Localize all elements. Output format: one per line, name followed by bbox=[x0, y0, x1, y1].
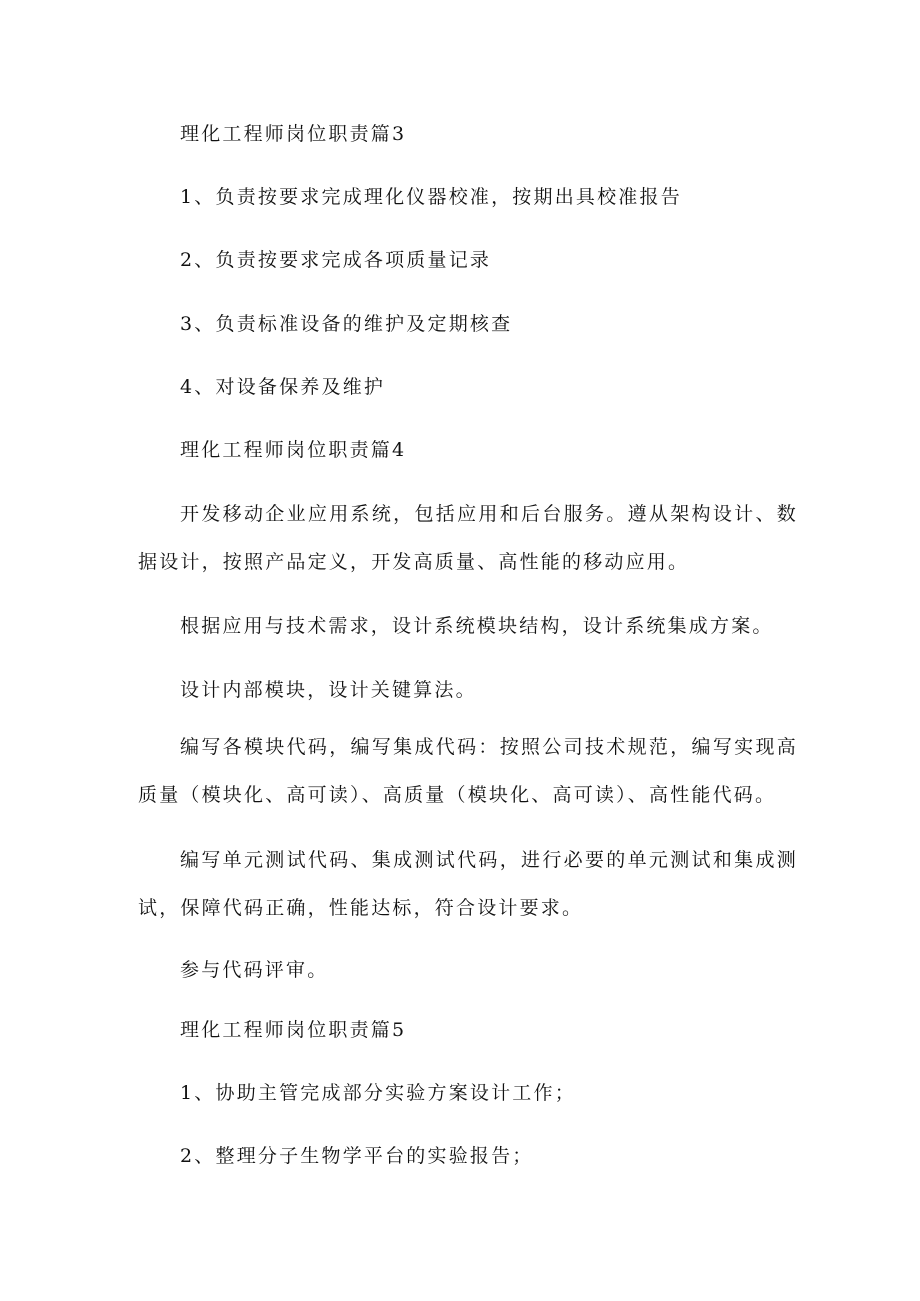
section-heading-5: 理化工程师岗位职责篇5 bbox=[180, 1019, 407, 1041]
section-heading-3: 理化工程师岗位职责篇3 bbox=[180, 123, 407, 145]
paragraph: 编写各模块代码，编写集成代码：按照公司技术规范，编写实现高质量（模块化、高可读）、高质量（模块化、高可读）、高性能代码。 bbox=[138, 736, 798, 806]
list-item: 1、负责按要求完成理化仪器校准，按期出具校准报告 bbox=[180, 186, 682, 208]
paragraph: 编写单元测试代码、集成测试代码，进行必要的单元测试和集成测试，保障代码正确，性能达标，符合设计要求。 bbox=[138, 849, 798, 919]
list-item: 3、负责标准设备的维护及定期核查 bbox=[180, 313, 513, 335]
list-item: 2、整理分子生物学平台的实验报告； bbox=[180, 1145, 534, 1167]
section-heading-4: 理化工程师岗位职责篇4 bbox=[180, 439, 407, 461]
paragraph: 开发移动企业应用系统，包括应用和后台服务。遵从架构设计、数据设计，按照产品定义，开发高质量、高性能的移动应用。 bbox=[138, 503, 798, 573]
list-item: 1、协助主管完成部分实验方案设计工作； bbox=[180, 1082, 576, 1104]
paragraph: 参与代码评审。 bbox=[180, 959, 329, 981]
list-item: 4、对设备保养及维护 bbox=[180, 376, 386, 398]
paragraph: 设计内部模块，设计关键算法。 bbox=[180, 679, 477, 701]
list-item: 2、负责按要求完成各项质量记录 bbox=[180, 249, 492, 271]
paragraph: 根据应用与技术需求，设计系统模块结构，设计系统集成方案。 bbox=[180, 615, 774, 637]
